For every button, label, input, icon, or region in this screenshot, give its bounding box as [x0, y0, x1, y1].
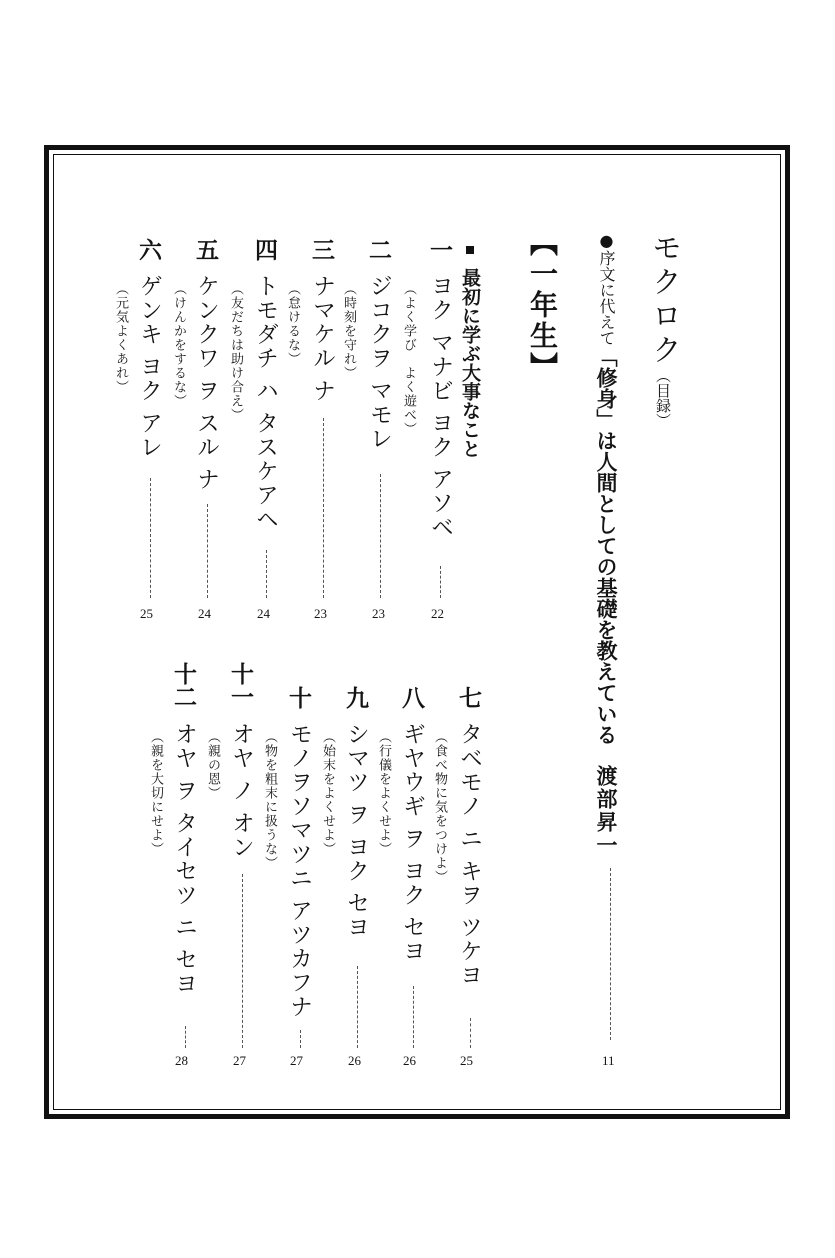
entry-title[interactable]: ジコクヲ マモレ: [366, 274, 392, 451]
entry-title[interactable]: ヨク マナビ ヨク アソベ: [427, 274, 453, 539]
entry-page[interactable]: 26: [403, 1053, 416, 1068]
entry-title[interactable]: モノヲソマツニ アツカフナ: [286, 722, 312, 1019]
entry-title[interactable]: ナマケル ナ: [309, 274, 335, 403]
entry-leader: [150, 478, 151, 598]
square-bullet-icon: [466, 246, 474, 254]
entry-title[interactable]: ケンクワ ヲ スル ナ: [193, 274, 219, 491]
entry-numeral: 十: [285, 686, 312, 709]
entry-subtitle: （時刻を守れ）: [341, 282, 356, 380]
entry-title[interactable]: ギヤウギ ヲ ヨク セヨ: [399, 722, 425, 963]
entry-page[interactable]: 27: [290, 1053, 303, 1068]
entry-page[interactable]: 28: [175, 1053, 188, 1068]
entry-title[interactable]: ゲンキ ヨク アレ: [136, 274, 162, 459]
entry-title[interactable]: オヤ ヲ タイセツ ニ セヨ: [171, 722, 197, 996]
entry-subtitle: （友だちは助け合え）: [228, 282, 243, 422]
entry-leader: [357, 966, 358, 1048]
entry-page[interactable]: 27: [233, 1053, 246, 1068]
entry-numeral: 四: [251, 238, 278, 261]
entry-page[interactable]: 23: [314, 606, 327, 621]
entry-numeral: 十二: [170, 662, 197, 708]
entry-subtitle: （けんかをするな）: [171, 282, 186, 408]
toc-title: [646, 232, 681, 428]
entry-page[interactable]: 25: [140, 606, 153, 621]
entry-subtitle: （行儀をよくせよ）: [376, 730, 391, 856]
entry-page[interactable]: 22: [431, 606, 444, 621]
entry-numeral: 七: [455, 686, 482, 709]
entry-title[interactable]: タベモノ ニ キヲ ツケヨ: [456, 722, 482, 987]
entry-subtitle: （食べ物に気をつけよ）: [432, 730, 447, 884]
entry-leader: [300, 1030, 301, 1048]
entry-leader: [323, 418, 324, 598]
entry-page[interactable]: 25: [460, 1053, 473, 1068]
entry-leader: [380, 474, 381, 598]
entry-subtitle: （よく学び よく遊べ）: [401, 282, 416, 436]
toc-title-sub: （目録）: [654, 368, 672, 428]
entry-leader: [242, 874, 243, 1048]
entry-numeral: 八: [398, 686, 425, 709]
entry-page[interactable]: 24: [198, 606, 211, 621]
entry-subtitle: （怠けるな）: [285, 282, 300, 366]
entry-numeral: 九: [342, 686, 369, 709]
preface-page[interactable]: 11: [602, 1053, 615, 1068]
toc-title-main: モクロク: [646, 232, 681, 368]
entry-leader: [207, 504, 208, 598]
entry-title[interactable]: シマツ ヲ ヨク セヨ: [343, 722, 369, 939]
entry-page[interactable]: 26: [348, 1053, 361, 1068]
section-heading-text: 最初に学ぶ大事なこと: [459, 268, 481, 458]
preface-author: 渡部昇一: [594, 765, 619, 857]
entry-page[interactable]: 23: [372, 606, 385, 621]
entry-leader: [470, 1018, 471, 1048]
preface-title: 「修身」は人間としての基礎を教えている: [594, 346, 619, 745]
entry-title[interactable]: オヤ ノ オン: [228, 722, 254, 859]
entry-subtitle: （物を粗末に扱うな）: [262, 730, 277, 870]
entry-leader: [440, 566, 441, 598]
preface-prefix: ●序文に代えて: [597, 231, 616, 346]
entry-numeral: 十一: [227, 662, 254, 708]
entry-subtitle: （親を大切にせよ）: [148, 730, 163, 856]
entry-leader: [185, 1026, 186, 1048]
entry-leader: [413, 986, 414, 1048]
entry-subtitle: （始末をよくせよ）: [320, 730, 335, 856]
entry-numeral: 六: [135, 238, 162, 261]
entry-numeral: 一: [426, 238, 453, 261]
entry-numeral: 五: [192, 238, 219, 261]
entry-numeral: 三: [308, 238, 335, 261]
preface-leader: [610, 868, 611, 1040]
entry-subtitle: （元気よくあれ）: [113, 282, 128, 394]
entry-leader: [266, 550, 267, 598]
section-heading: [460, 246, 479, 458]
preface-entry[interactable]: [596, 231, 617, 857]
entry-page[interactable]: 24: [257, 606, 270, 621]
entry-numeral: 二: [365, 238, 392, 261]
entry-title[interactable]: トモダチ ハ タスケアヘ: [252, 274, 278, 531]
entry-subtitle: （親の恩）: [205, 730, 220, 800]
grade-heading: 【一年生】: [526, 228, 559, 383]
